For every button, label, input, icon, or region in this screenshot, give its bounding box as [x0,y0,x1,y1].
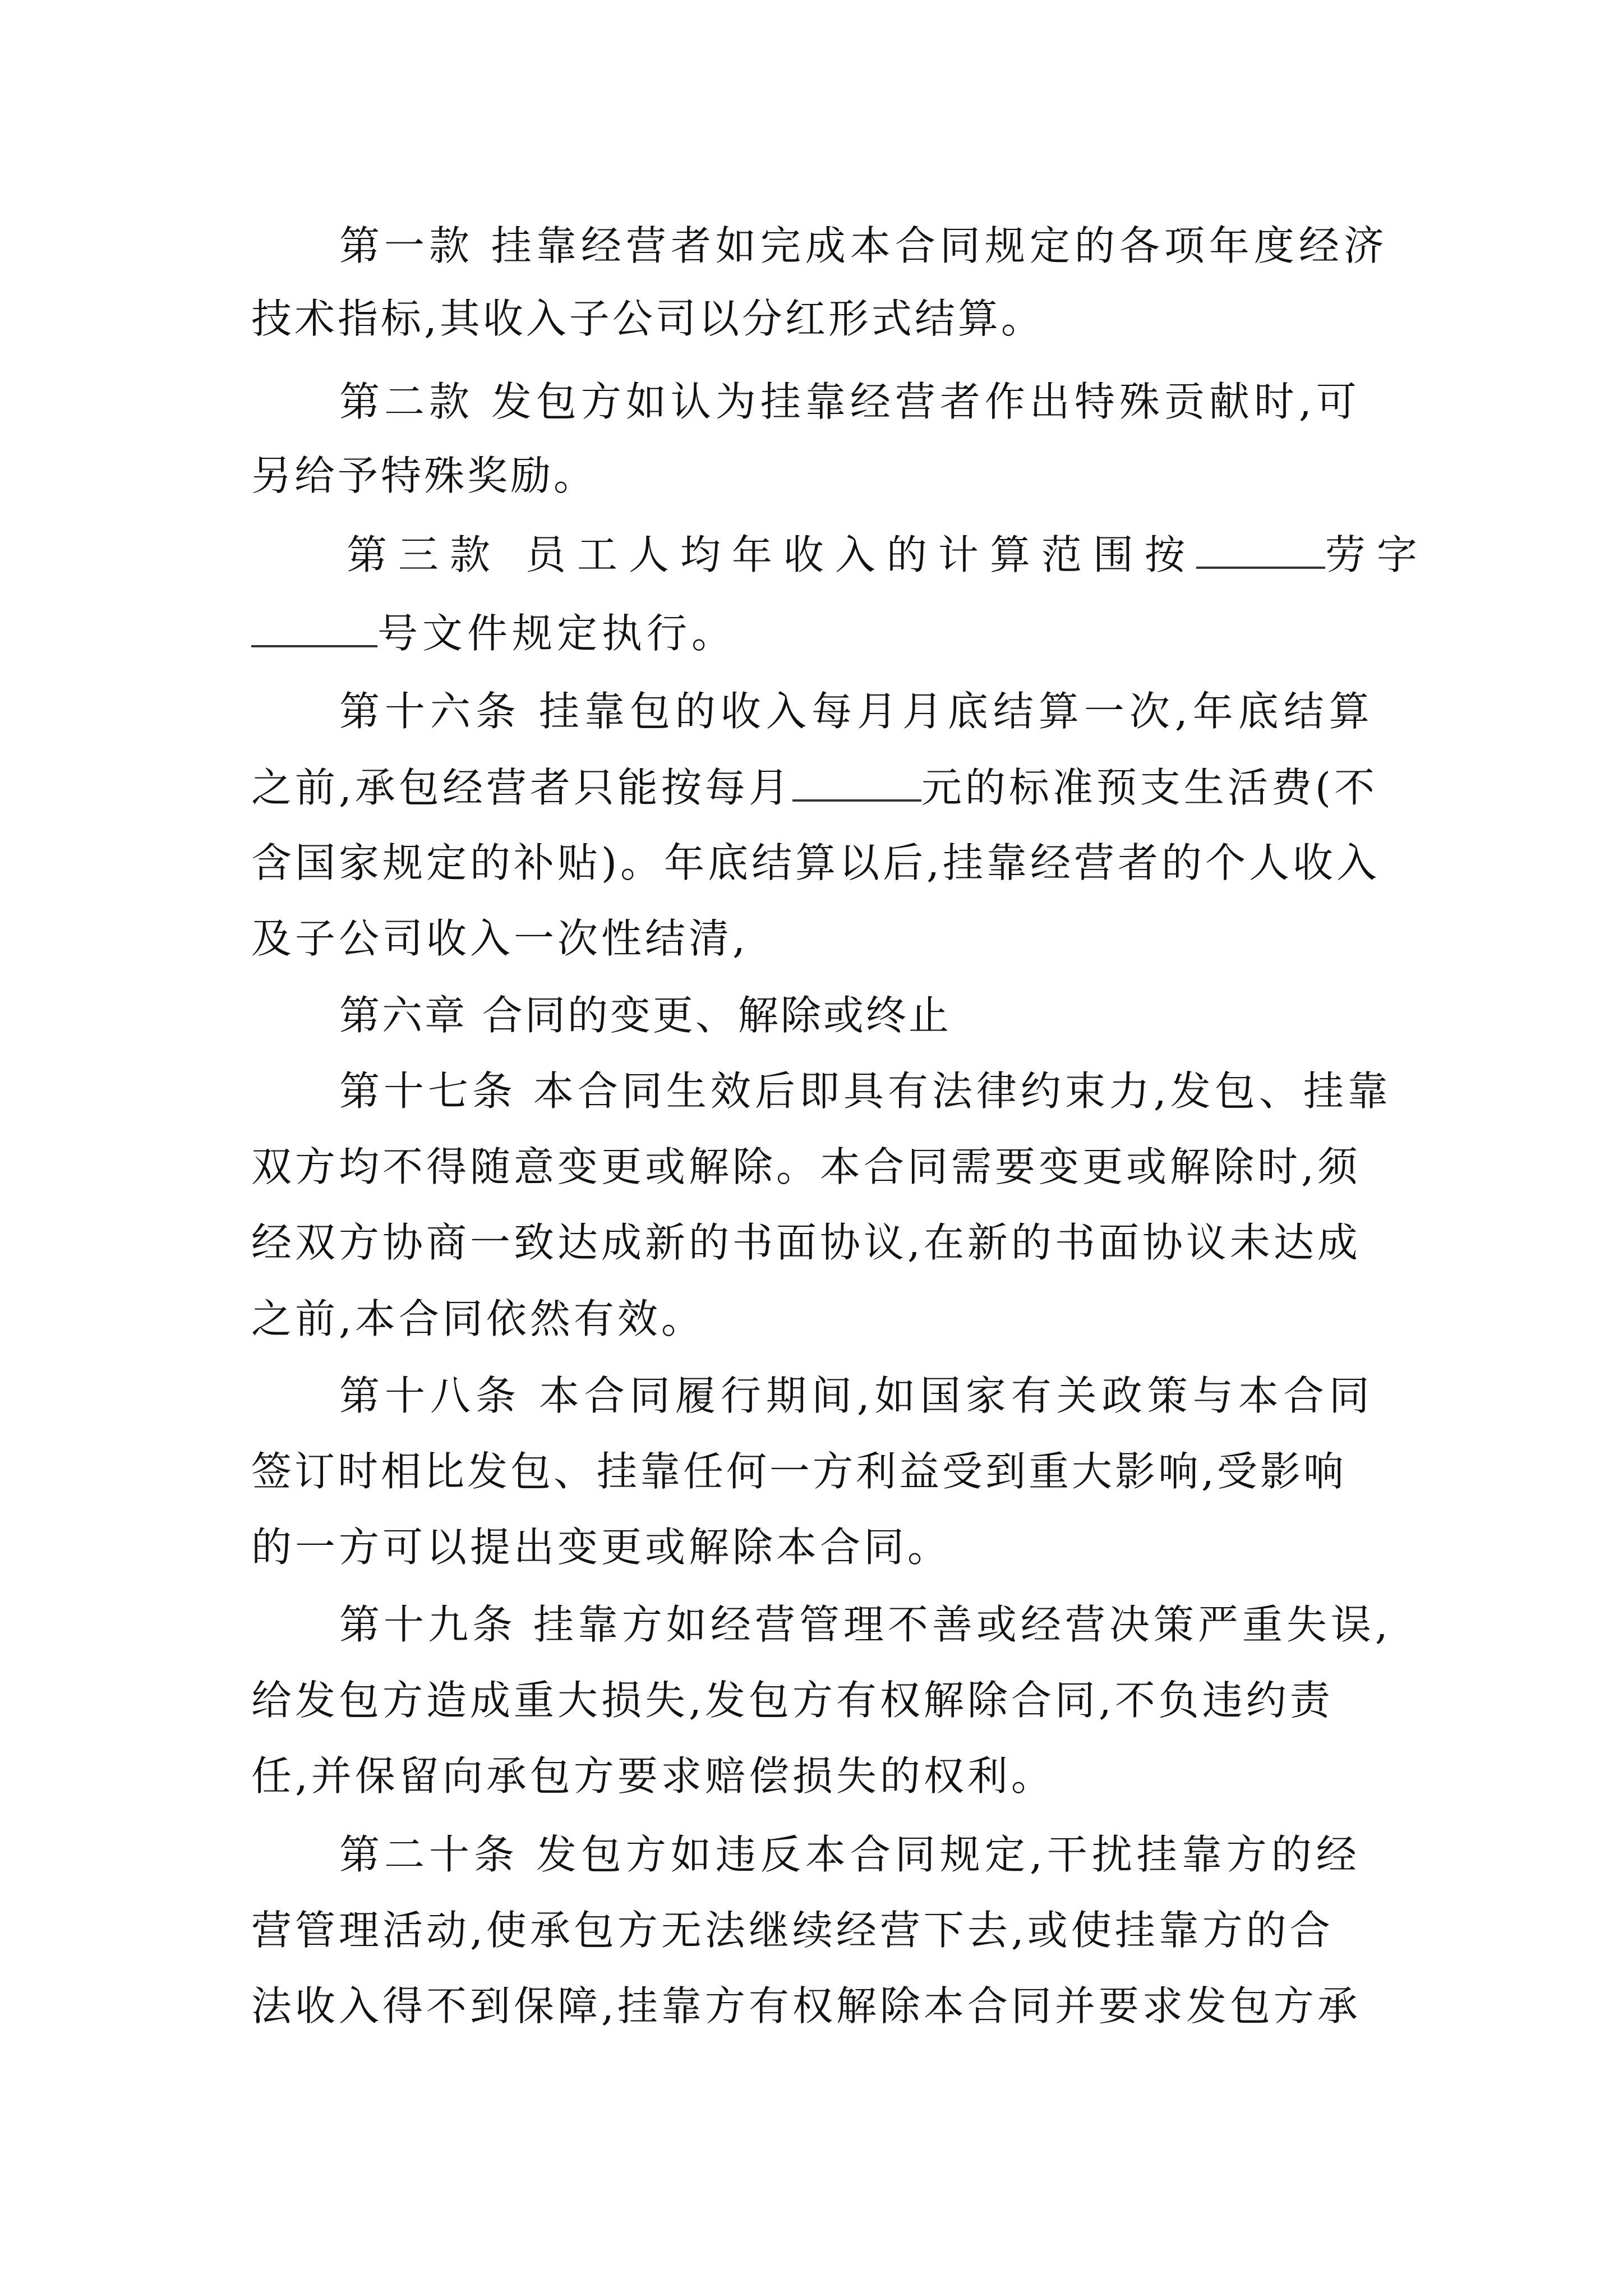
article-title: 第十六条 [339,688,522,735]
text-run: 的一方可以提出变更或解除本合同。 [251,1524,952,1571]
text-run: 员工人均年收入的计算范围按 [501,531,1196,578]
text-run: 经双方协商一致达成新的书面协议,在新的书面协议未达成 [251,1219,1361,1266]
paragraph-line [251,1979,1361,2033]
text-run: 劳字 [1325,531,1428,578]
text-run: 发包方如违反本合同规定,干扰挂靠方的经 [519,1831,1361,1878]
paragraph-line [339,1369,1375,1423]
paragraph-line [251,760,1378,814]
paragraph-line [339,1598,1392,1651]
text-run: 号文件规定执行。 [377,610,737,657]
text-run: 及子公司收入一次性结清, [251,915,749,962]
text-run: 之前,承包经营者只能按每月 [251,764,792,811]
text-run: 营管理活动,使承包方无法继续经营下去,或使挂靠方的合 [251,1907,1334,1954]
paragraph-line [251,1216,1361,1269]
text-run: 挂靠方如经营管理不善或经营决策严重失误, [517,1601,1392,1648]
text-run: 本合同生效后即具有法律约束力,发包、挂靠 [517,1068,1392,1115]
text-run: 本合同履行期间,如国家有关政策与本合同 [521,1372,1375,1419]
article-title: 第十七条 [339,1068,517,1115]
blank-line[interactable] [792,760,921,802]
clause-title: 第一款 [339,222,474,269]
paragraph-line [339,1828,1361,1881]
text-run: 技术指标,其收入子公司以分红形式结算。 [251,295,1044,342]
paragraph-line [251,1903,1334,1957]
paragraph-line [251,1520,951,1574]
text-run: 给发包方造成重大损失,发包方有权解除合同,不负违约责 [251,1677,1334,1724]
article-title: 第十九条 [339,1601,517,1648]
blank-line[interactable] [251,606,377,647]
paragraph-line [339,219,1389,273]
text-run: 挂靠经营者如完成本合同规定的各项年度经济 [474,222,1389,269]
text-run: 元的标准预支生活费(不 [921,764,1378,811]
paragraph-line [251,1292,705,1346]
article-title: 第十八条 [339,1372,522,1419]
clause-title: 第三款 [347,531,502,578]
text-run: 法收入得不到保障,挂靠方有权解除本合同并要求发包方承 [251,1982,1361,2030]
paragraph-line [251,1140,1361,1194]
paragraph-line [251,1749,1055,1803]
paragraph-line [339,375,1361,429]
paragraph-line [251,292,1044,346]
paragraph-line [347,527,1428,581]
text-run: 挂靠包的收入每月月底结算一次,年底结算 [521,688,1375,735]
blank-line[interactable] [1196,527,1325,569]
chapter-title: 第六章 合同的变更、解除或终止 [339,992,951,1039]
text-run: 签订时相比发包、挂靠任何一方利益受到重大影响,受影响 [251,1448,1347,1495]
text-run: 任,并保留向承包方要求赔偿损失的权利。 [251,1752,1055,1800]
paragraph-line [251,449,597,503]
paragraph-line [251,1444,1347,1498]
paragraph-line [251,1673,1334,1727]
text-run: 含国家规定的补贴)。年底结算以后,挂靠经营者的个人收入 [251,839,1380,886]
text-run: 发包方如认为挂靠经营者作出特殊贡献时,可 [474,378,1361,425]
paragraph-line [251,912,749,965]
paragraph-line [251,606,736,660]
text-run: 双方均不得随意变更或解除。本合同需要变更或解除时,须 [251,1143,1361,1190]
paragraph-line [339,1064,1392,1118]
article-title: 第二十条 [339,1831,519,1878]
paragraph-line [339,684,1375,738]
paragraph-line [251,836,1380,890]
text-run: 另给予特殊奖励。 [251,452,597,499]
chapter-heading [339,988,951,1042]
text-run: 之前,本合同依然有效。 [251,1295,705,1342]
clause-title: 第二款 [339,378,474,425]
